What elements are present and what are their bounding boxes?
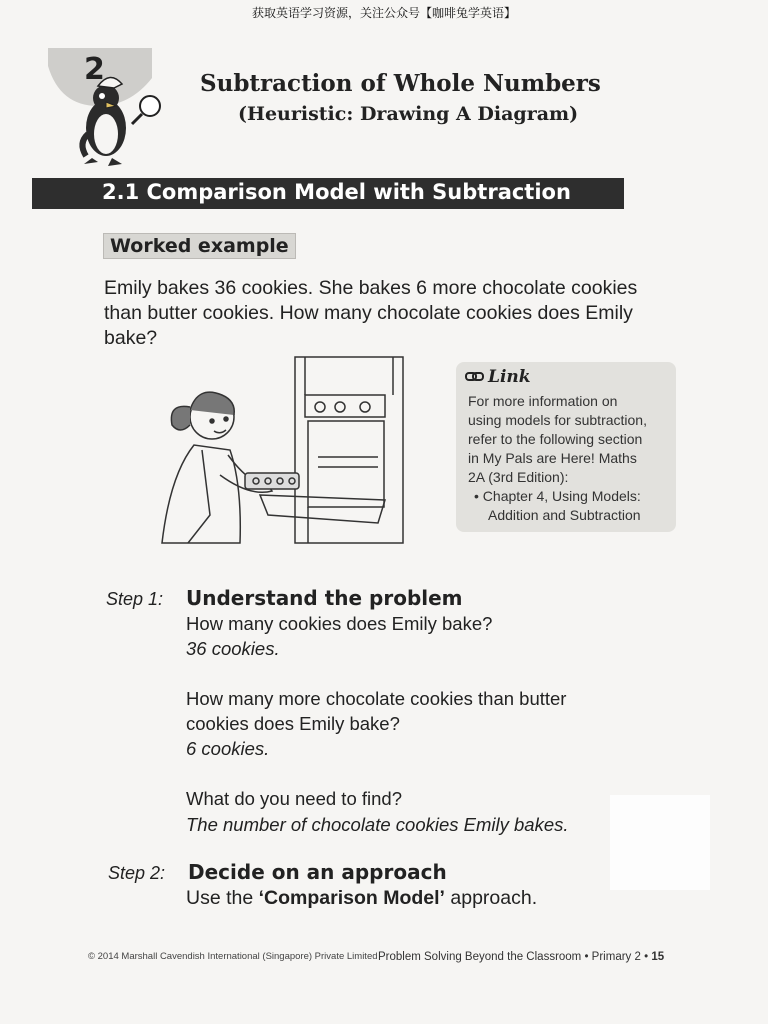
link-line: For more information on	[468, 393, 618, 409]
step-1-question-2-cont: cookies does Emily bake?	[186, 713, 400, 734]
link-line: refer to the following section	[468, 431, 643, 447]
step-1-answer-3: The number of chocolate cookies Emily bakes.	[186, 814, 569, 835]
blank-patch	[610, 795, 710, 890]
link-chain-icon	[465, 370, 485, 384]
magnifier-icon	[128, 90, 168, 130]
step-2-text-before: Use the	[186, 887, 259, 909]
step-2-text-bold: ‘Comparison Model’	[258, 887, 445, 909]
chapter-title: Subtraction of Whole Numbers	[200, 70, 601, 97]
chapter-number: 2	[84, 52, 105, 87]
link-title: Link	[488, 367, 531, 387]
footer-book-title: Problem Solving Beyond the Classroom • Primary 2 •	[378, 951, 649, 963]
step-1-question-1: How many cookies does Emily bake?	[186, 613, 493, 634]
top-note: 获取英语学习资源，关注公众号【咖啡兔学英语】	[251, 6, 516, 20]
step-2-text-after: approach.	[444, 887, 538, 909]
link-body	[468, 392, 668, 525]
link-bullet-text: Chapter 4, Using Models: Addition and Subtraction	[482, 488, 641, 523]
step-1-answer-2: 6 cookies.	[186, 738, 270, 759]
step-1-heading: Understand the problem	[186, 586, 463, 610]
problem-line: than butter cookies. How many chocolate cookies does Emily	[104, 302, 633, 324]
problem-line: Emily bakes 36 cookies. She bakes 6 more chocolate cookies	[104, 277, 638, 299]
link-bullet: • Chapter 4, Using Models: Addition and Subtraction	[474, 488, 641, 523]
link-line: 2A (3rd Edition):	[468, 469, 569, 485]
link-line: using models for subtraction,	[468, 412, 647, 428]
section-title: 2.1 Comparison Model with Subtraction	[102, 180, 571, 204]
page-number: 15	[651, 951, 665, 963]
footer-copyright: © 2014 Marshall Cavendish International (Singapore) Private Limited	[88, 951, 378, 962]
problem-text	[104, 276, 684, 351]
worked-example-label: Worked example	[103, 233, 296, 259]
step-1-label: Step 1:	[106, 589, 164, 609]
step-1-question-3: What do you need to find?	[186, 788, 402, 809]
step-1-answer-1: 36 cookies.	[186, 638, 280, 659]
footer-book	[378, 951, 664, 963]
step-2-label: Step 2:	[108, 863, 166, 883]
step-2-heading: Decide on an approach	[188, 860, 447, 884]
chapter-subtitle: (Heuristic: Drawing A Diagram)	[238, 103, 579, 125]
girl-baking-illustration	[150, 355, 410, 545]
step-2-text	[186, 886, 537, 911]
problem-line: bake?	[104, 327, 158, 349]
step-1-question-2: How many more chocolate cookies than butter	[186, 688, 567, 709]
link-line: in My Pals are Here! Maths	[468, 450, 637, 466]
